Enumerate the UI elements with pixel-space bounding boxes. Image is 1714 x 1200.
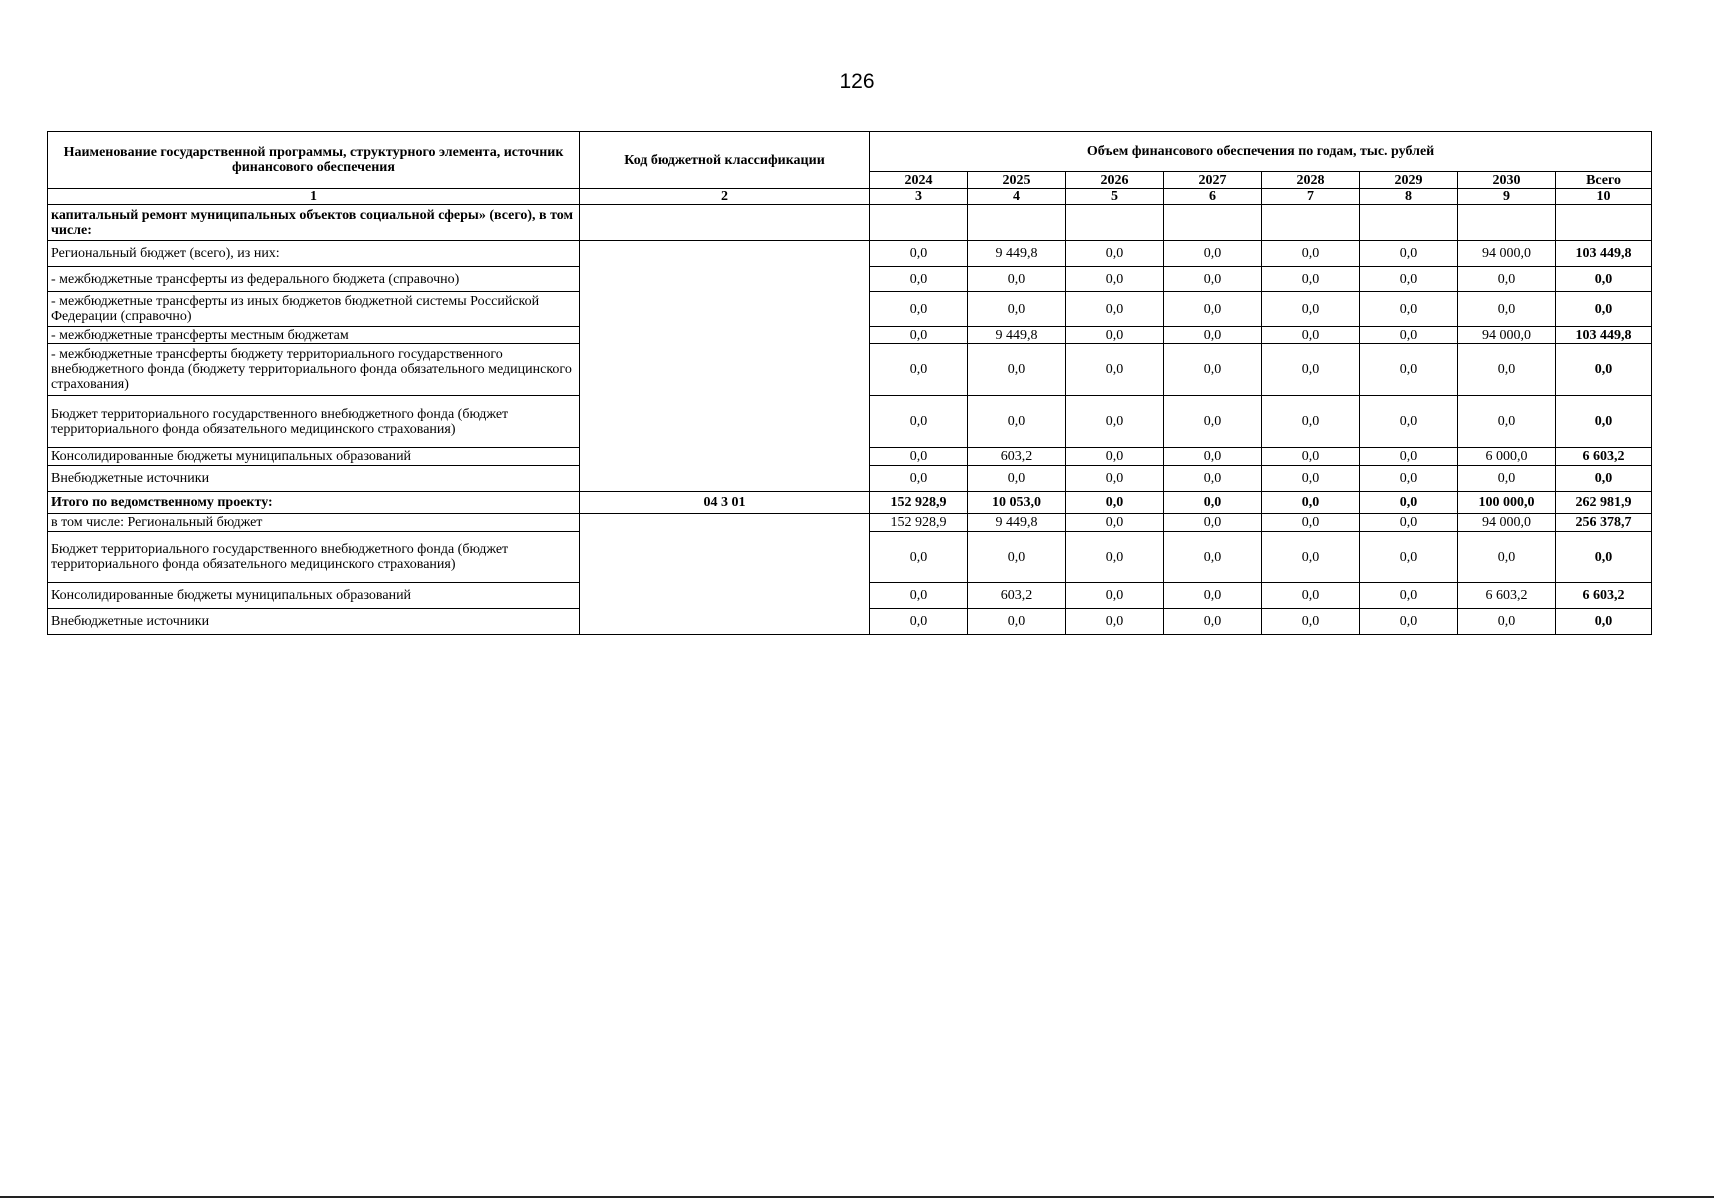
value-cell: 0,0 <box>1066 609 1164 635</box>
index-cell: 3 <box>870 189 968 205</box>
value-cell: 0,0 <box>1458 396 1556 448</box>
value-cell <box>1066 205 1164 241</box>
value-cell: 0,0 <box>1164 514 1262 532</box>
value-cell: 0,0 <box>1066 292 1164 327</box>
value-cell: 0,0 <box>1458 466 1556 492</box>
value-cell: 9 449,8 <box>968 241 1066 267</box>
total-cell: 6 603,2 <box>1556 583 1652 609</box>
index-cell: 7 <box>1262 189 1360 205</box>
value-cell: 0,0 <box>968 532 1066 583</box>
table-row <box>48 205 1652 241</box>
value-cell: 94 000,0 <box>1458 514 1556 532</box>
row-name: Консолидированные бюджеты муниципальных образований <box>48 448 580 466</box>
value-cell: 0,0 <box>1360 241 1458 267</box>
value-cell: 0,0 <box>1262 396 1360 448</box>
index-cell: 2 <box>580 189 870 205</box>
value-cell: 0,0 <box>1164 396 1262 448</box>
value-cell <box>1164 205 1262 241</box>
value-cell: 0,0 <box>1262 327 1360 344</box>
value-cell: 0,0 <box>870 448 968 466</box>
index-cell: 9 <box>1458 189 1556 205</box>
row-name: - межбюджетные трансферты местным бюджетам <box>48 327 580 344</box>
year-header: 2027 <box>1164 172 1262 189</box>
value-cell: 0,0 <box>870 344 968 396</box>
value-cell: 0,0 <box>1164 241 1262 267</box>
value-cell: 152 928,9 <box>870 514 968 532</box>
code-cell <box>580 514 870 635</box>
value-cell: 0,0 <box>1458 344 1556 396</box>
index-cell: 10 <box>1556 189 1652 205</box>
value-cell <box>1262 205 1360 241</box>
year-header: 2025 <box>968 172 1066 189</box>
row-name: - межбюджетные трансферты бюджету территориального государственного внебюджетного фонда (бюджету территориального фонда обязательного медицинского страхования) <box>48 344 580 396</box>
value-cell: 0,0 <box>870 327 968 344</box>
value-cell: 0,0 <box>1262 267 1360 292</box>
total-cell: 103 449,8 <box>1556 327 1652 344</box>
value-cell: 0,0 <box>968 609 1066 635</box>
total-cell: 0,0 <box>1556 609 1652 635</box>
value-cell: 0,0 <box>1360 327 1458 344</box>
value-cell: 94 000,0 <box>1458 241 1556 267</box>
value-cell: 0,0 <box>1164 466 1262 492</box>
value-cell: 0,0 <box>1360 532 1458 583</box>
value-cell: 0,0 <box>1164 267 1262 292</box>
col-code-header: Код бюджетной классификации <box>580 132 870 189</box>
value-cell: 0,0 <box>1164 583 1262 609</box>
value-cell: 0,0 <box>1360 492 1458 514</box>
value-cell: 0,0 <box>1066 267 1164 292</box>
total-cell: 6 603,2 <box>1556 448 1652 466</box>
value-cell: 0,0 <box>870 583 968 609</box>
value-cell: 0,0 <box>1262 514 1360 532</box>
row-name: Консолидированные бюджеты муниципальных образований <box>48 583 580 609</box>
table-row <box>48 514 1652 532</box>
row-name: - межбюджетные трансферты из федерального бюджета (справочно) <box>48 267 580 292</box>
value-cell: 0,0 <box>1066 514 1164 532</box>
value-cell: 0,0 <box>870 292 968 327</box>
value-cell: 152 928,9 <box>870 492 968 514</box>
index-cell: 1 <box>48 189 580 205</box>
value-cell <box>1556 205 1652 241</box>
value-cell: 0,0 <box>1458 532 1556 583</box>
value-cell: 0,0 <box>1164 609 1262 635</box>
year-header: 2030 <box>1458 172 1556 189</box>
value-cell: 6 000,0 <box>1458 448 1556 466</box>
value-cell: 0,0 <box>1360 448 1458 466</box>
value-cell: 94 000,0 <box>1458 327 1556 344</box>
year-header: 2026 <box>1066 172 1164 189</box>
value-cell: 0,0 <box>968 292 1066 327</box>
index-cell: 6 <box>1164 189 1262 205</box>
total-header: Всего <box>1556 172 1652 189</box>
value-cell: 0,0 <box>1164 532 1262 583</box>
value-cell: 9 449,8 <box>968 327 1066 344</box>
value-cell: 0,0 <box>1262 532 1360 583</box>
index-row <box>48 189 1652 205</box>
value-cell: 0,0 <box>1164 448 1262 466</box>
total-cell: 0,0 <box>1556 396 1652 448</box>
value-cell: 0,0 <box>1360 344 1458 396</box>
total-cell: 0,0 <box>1556 267 1652 292</box>
value-cell: 0,0 <box>1262 583 1360 609</box>
total-cell: 0,0 <box>1556 466 1652 492</box>
value-cell: 0,0 <box>1262 241 1360 267</box>
page-bottom-edge <box>0 1196 1714 1198</box>
financing-table <box>47 131 1652 635</box>
value-cell: 0,0 <box>1066 532 1164 583</box>
year-header: 2029 <box>1360 172 1458 189</box>
value-cell: 0,0 <box>968 466 1066 492</box>
value-cell: 0,0 <box>1262 466 1360 492</box>
total-cell: 256 378,7 <box>1556 514 1652 532</box>
value-cell: 0,0 <box>1360 396 1458 448</box>
value-cell: 0,0 <box>1458 292 1556 327</box>
value-cell: 0,0 <box>1458 267 1556 292</box>
value-cell: 0,0 <box>870 396 968 448</box>
value-cell: 0,0 <box>1360 466 1458 492</box>
value-cell: 0,0 <box>1164 327 1262 344</box>
budget-code: 04 3 01 <box>580 492 870 514</box>
value-cell: 6 603,2 <box>1458 583 1556 609</box>
year-header: 2024 <box>870 172 968 189</box>
value-cell <box>870 205 968 241</box>
value-cell: 0,0 <box>870 241 968 267</box>
index-cell: 4 <box>968 189 1066 205</box>
row-name: Бюджет территориального государственного внебюджетного фонда (бюджет территориального фонда обязательного медицинского страхования) <box>48 396 580 448</box>
value-cell: 0,0 <box>1360 514 1458 532</box>
index-cell: 5 <box>1066 189 1164 205</box>
value-cell: 0,0 <box>1262 609 1360 635</box>
value-cell: 0,0 <box>1066 327 1164 344</box>
value-cell: 0,0 <box>1066 492 1164 514</box>
value-cell: 0,0 <box>1066 448 1164 466</box>
value-cell: 9 449,8 <box>968 514 1066 532</box>
value-cell: 0,0 <box>1066 466 1164 492</box>
total-cell: 103 449,8 <box>1556 241 1652 267</box>
value-cell: 0,0 <box>968 396 1066 448</box>
value-cell: 0,0 <box>1360 267 1458 292</box>
value-cell: 0,0 <box>1458 609 1556 635</box>
row-name: капитальный ремонт муниципальных объектов социальной сферы» (всего), в том числе: <box>48 205 580 241</box>
table-row <box>48 241 1652 267</box>
index-cell: 8 <box>1360 189 1458 205</box>
value-cell: 603,2 <box>968 583 1066 609</box>
value-cell: 0,0 <box>870 609 968 635</box>
value-cell: 0,0 <box>870 267 968 292</box>
value-cell: 0,0 <box>1262 344 1360 396</box>
value-cell: 0,0 <box>1360 292 1458 327</box>
value-cell: 100 000,0 <box>1458 492 1556 514</box>
code-cell <box>580 241 870 492</box>
value-cell: 0,0 <box>1066 583 1164 609</box>
value-cell: 0,0 <box>1164 292 1262 327</box>
row-name: Внебюджетные источники <box>48 609 580 635</box>
value-cell: 0,0 <box>1164 344 1262 396</box>
row-name: Итого по ведомственному проекту: <box>48 492 580 514</box>
value-cell: 0,0 <box>1066 344 1164 396</box>
value-cell: 0,0 <box>1164 492 1262 514</box>
value-cell <box>1458 205 1556 241</box>
value-cell: 10 053,0 <box>968 492 1066 514</box>
col-name-header: Наименование государственной программы, структурного элемента, источник финансового обеспечения <box>48 132 580 189</box>
value-cell <box>968 205 1066 241</box>
total-cell: 0,0 <box>1556 532 1652 583</box>
code-cell <box>580 205 870 241</box>
page-number: 126 <box>839 70 875 93</box>
row-name: Региональный бюджет (всего), из них: <box>48 241 580 267</box>
header-row <box>48 132 1652 172</box>
year-header: 2028 <box>1262 172 1360 189</box>
row-name: в том числе: Региональный бюджет <box>48 514 580 532</box>
row-name: Внебюджетные источники <box>48 466 580 492</box>
value-cell: 0,0 <box>1262 492 1360 514</box>
total-cell: 262 981,9 <box>1556 492 1652 514</box>
row-name: Бюджет территориального государственного внебюджетного фонда (бюджет территориального фонда обязательного медицинского страхования) <box>48 532 580 583</box>
value-cell <box>1360 205 1458 241</box>
value-cell: 0,0 <box>968 344 1066 396</box>
total-row <box>48 492 1652 514</box>
value-cell: 603,2 <box>968 448 1066 466</box>
value-cell: 0,0 <box>870 466 968 492</box>
row-name: - межбюджетные трансферты из иных бюджетов бюджетной системы Российской Федерации (справочно) <box>48 292 580 327</box>
value-cell: 0,0 <box>968 267 1066 292</box>
value-cell: 0,0 <box>870 532 968 583</box>
col-volume-header: Объем финансового обеспечения по годам, тыс. рублей <box>870 132 1652 172</box>
value-cell: 0,0 <box>1066 396 1164 448</box>
value-cell: 0,0 <box>1066 241 1164 267</box>
total-cell: 0,0 <box>1556 344 1652 396</box>
value-cell: 0,0 <box>1360 609 1458 635</box>
value-cell: 0,0 <box>1262 292 1360 327</box>
value-cell: 0,0 <box>1262 448 1360 466</box>
value-cell: 0,0 <box>1360 583 1458 609</box>
total-cell: 0,0 <box>1556 292 1652 327</box>
